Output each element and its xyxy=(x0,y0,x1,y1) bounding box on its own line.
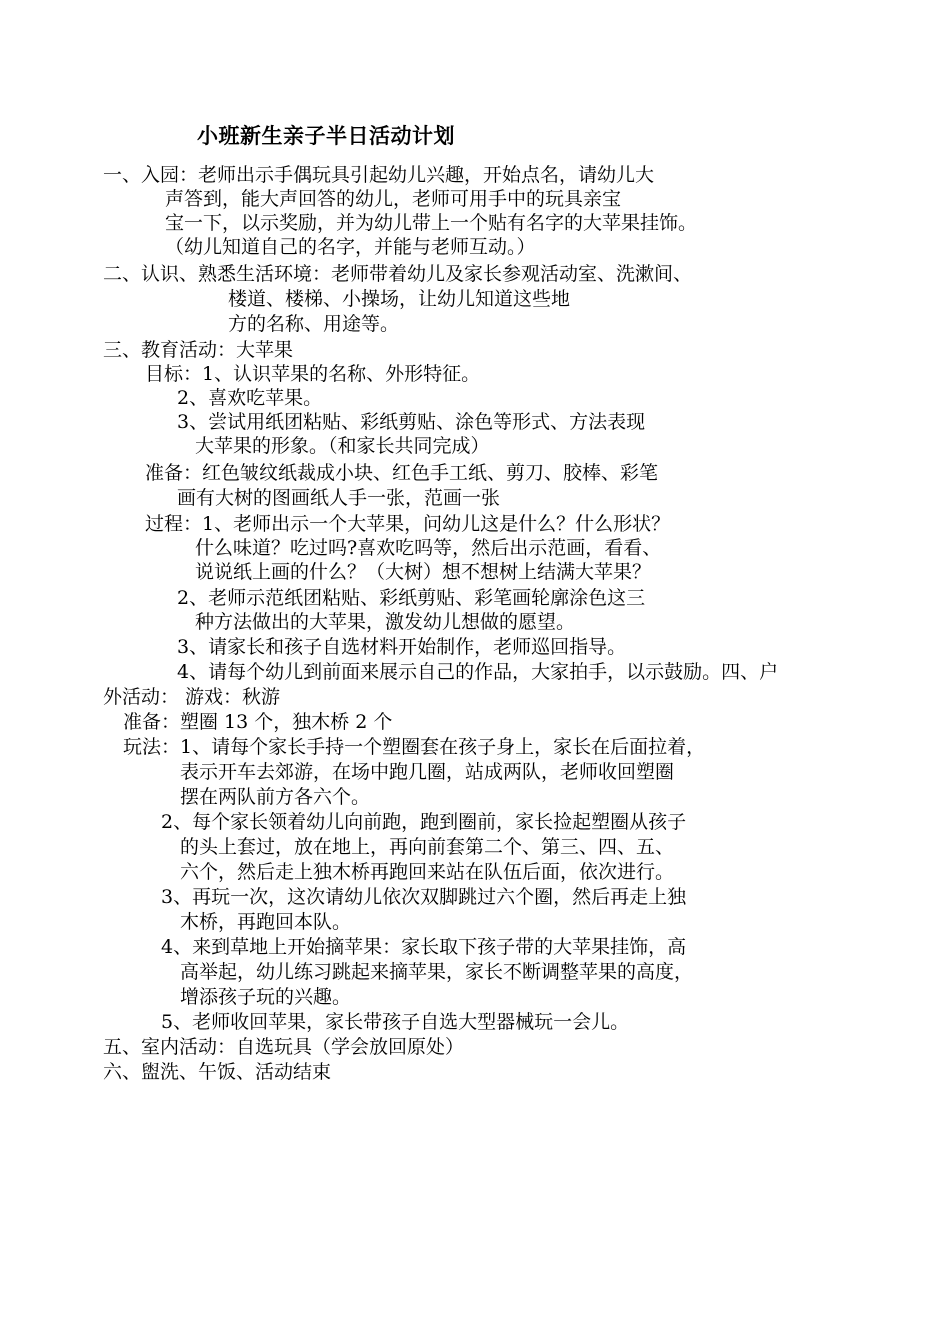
text-line: 种方法做出的大苹果，激发幼儿想做的愿望。 xyxy=(195,611,576,633)
text-line: 3、尝试用纸团粘贴、彩纸剪贴、涂色等形式、方法表现 xyxy=(177,411,646,433)
text-line: 一、入园：老师出示手偶玩具引起幼儿兴趣，开始点名，请幼儿大 xyxy=(103,164,655,186)
text-line: 4、请每个幼儿到前面来展示自己的作品，大家拍手，以示鼓励。四、户 xyxy=(177,661,779,683)
document-title: 小班新生亲子半日活动计划 xyxy=(197,123,455,148)
text-line: 方的名称、用途等。 xyxy=(228,313,400,335)
text-line: 5、老师收回苹果，家长带孩子自选大型器械玩一会儿。 xyxy=(161,1011,630,1033)
text-line: 六个，然后走上独木桥再跑回来站在队伍后面，依次进行。 xyxy=(180,861,675,883)
text-line: 2、老师示范纸团粘贴、彩纸剪贴、彩笔画轮廓涂色这三 xyxy=(177,587,646,609)
text-line: 高举起，幼儿练习跳起来摘苹果，家长不断调整苹果的高度， xyxy=(180,961,694,983)
text-line: 3、再玩一次，这次请幼儿依次双脚跳过六个圈，然后再走上独 xyxy=(161,886,687,908)
text-line: 二、认识、熟悉生活环境：老师带着幼儿及家长参观活动室、洗漱间、 xyxy=(103,263,693,285)
text-line: 2、喜欢吃苹果。 xyxy=(177,387,323,409)
text-line: 增添孩子玩的兴趣。 xyxy=(180,986,352,1008)
text-line: 三、教育活动：大苹果 xyxy=(103,339,294,361)
text-line: 玩法：1、请每个家长手持一个塑圈套在孩子身上，家长在后面拉着， xyxy=(123,736,706,758)
text-line: 木桥，再跑回本队。 xyxy=(180,911,352,933)
text-line: 外活动： 游戏：秋游 xyxy=(103,686,281,708)
text-line: 五、室内活动：自选玩具（学会放回原处） xyxy=(103,1036,465,1058)
text-line: 摆在两队前方各六个。 xyxy=(180,786,371,808)
text-line: 什么味道？吃过吗?喜欢吃吗等，然后出示范画，看看、 xyxy=(195,537,662,559)
text-line: 声答到，能大声回答的幼儿，老师可用手中的玩具亲宝 xyxy=(165,188,622,210)
text-line: 表示开车去郊游，在场中跑几圈，站成两队，老师收回塑圈 xyxy=(180,761,675,783)
text-line: 楼道、楼梯、小操场，让幼儿知道这些地 xyxy=(228,288,571,310)
text-line: 4、来到草地上开始摘苹果：家长取下孩子带的大苹果挂饰，高 xyxy=(161,936,687,958)
text-line: 六、盥洗、午饭、活动结束 xyxy=(103,1061,332,1083)
text-line: 过程：1、老师出示一个大苹果，问幼儿这是什么？什么形状？ xyxy=(145,513,671,535)
text-line: 大苹果的形象。（和家长共同完成） xyxy=(195,435,490,457)
text-line: （幼儿知道自己的名字，并能与老师互动。） xyxy=(165,236,536,258)
text-line: 3、请家长和孩子自选材料开始制作，老师巡回指导。 xyxy=(177,636,627,658)
text-line: 的头上套过，放在地上，再向前套第二个、第三、四、五、 xyxy=(180,836,675,858)
text-line: 画有大树的图画纸人手一张，范画一张 xyxy=(177,487,501,509)
text-line: 宝一下，以示奖励，并为幼儿带上一个贴有名字的大苹果挂饰。 xyxy=(165,212,698,234)
text-line: 说说纸上画的什么？（大树）想不想树上结满大苹果？ xyxy=(195,561,652,583)
text-line: 准备：红色皱纹纸裁成小块、红色手工纸、剪刀、胶棒、彩笔 xyxy=(145,462,659,484)
text-line: 目标：1、认识苹果的名称、外形特征。 xyxy=(145,363,481,385)
text-line: 2、每个家长领着幼儿向前跑，跑到圈前，家长捡起塑圈从孩子 xyxy=(161,811,687,833)
text-line: 准备：塑圈 13 个，独木桥 2 个 xyxy=(123,711,393,733)
